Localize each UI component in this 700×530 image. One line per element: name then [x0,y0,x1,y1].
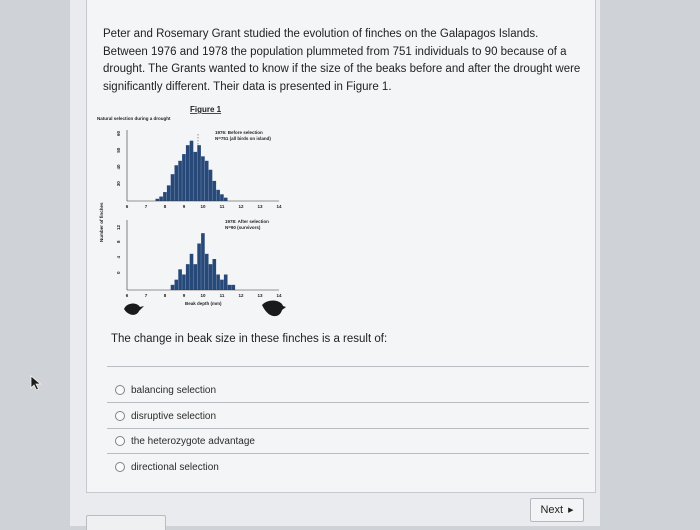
histogram-bar [228,285,232,290]
histogram-bar [186,264,190,290]
radio-button[interactable] [115,436,125,446]
radio-button[interactable] [115,411,125,421]
histogram-bar [213,181,217,201]
page-background [70,0,600,526]
y-tick-label: 4 [116,256,121,259]
question-card [86,0,596,493]
figure-subtitle: Natural selection during a drought [97,116,171,121]
question-intro: Peter and Rosemary Grant studied the evolution of finches on the Galapagos Islands. Between 1976 and 1978 the population plummeted from 751 individuals to 90 because of a drought. The Grants wanted to know if the size of the beaks before and after the drought were significantly different. Their data is presented in Figure 1. [103,28,581,93]
top-histogram [156,141,228,201]
panel-top-label-1: 1976: Before selection [215,130,263,135]
large-beak-bird-icon [262,301,286,317]
histogram-bar [194,152,198,201]
y-tick-label: 0 [116,271,121,275]
histogram-bar [197,244,201,291]
histogram-bar [205,161,209,201]
x-tick-label: 7 [144,204,148,209]
histogram-bar [186,145,190,201]
histogram-bar [216,275,220,291]
next-button[interactable] [530,498,584,522]
top-y-ticks [116,131,121,187]
option-label: disruptive selection [131,410,217,422]
x-tick-label: 10 [200,293,206,298]
panel-bottom-label-2: N=90 (survivors) [225,225,261,230]
x-tick-label: 14 [276,293,282,298]
histogram-bar [220,280,224,290]
y-tick-label: 50 [116,147,121,153]
x-tick-label: 6 [125,293,129,298]
panel-top-label-2: N=751 (all birds on island) [215,136,271,141]
histogram-bar [175,280,179,290]
histogram-bar [224,275,228,291]
y-tick-label: 60 [116,131,121,137]
histogram-bar [220,194,224,201]
x-tick-label: 12 [238,204,244,209]
histogram-bar [167,185,171,201]
option-separator [107,453,589,454]
x-tick-label: 7 [144,293,148,298]
histogram-bar [171,174,175,201]
histogram-bar [159,197,163,201]
histogram-bar [216,190,220,201]
option-separator [107,428,589,429]
next-label: Next [540,504,564,516]
histogram-bar [201,156,205,201]
bottom-tab[interactable] [86,515,166,530]
y-tick-label: 12 [116,225,121,231]
x-tick-label: 14 [276,204,282,209]
option-label: the heterozygote advantage [131,435,255,447]
histogram-bar [171,285,175,290]
option-balancing-selection[interactable] [115,382,216,398]
histogram-bar [190,141,194,201]
histogram-bar [213,259,217,290]
panel-bottom-label-1: 1978: After selection [225,219,269,224]
histogram-bar [205,254,209,290]
radio-button[interactable] [115,462,125,472]
histogram-bar [232,285,236,290]
histogram-bar [190,254,194,290]
histogram-bar [201,233,205,290]
histogram-bar [209,264,213,290]
x-tick-label: 12 [238,293,244,298]
histogram-bar [156,199,160,201]
option-label: directional selection [131,461,219,473]
bottom-x-ticks [126,293,282,298]
x-tick-label: 13 [257,204,263,209]
option-separator [107,366,589,367]
x-tick-label: 6 [125,204,129,209]
option-heterozygote-advantage[interactable] [115,433,255,449]
y-tick-label: 8 [116,240,121,244]
histogram-bar [163,192,167,201]
histogram-bar [224,198,228,201]
bottom-histogram [171,233,235,290]
y-tick-label: 40 [116,164,121,170]
x-tick-label: 8 [163,204,167,209]
mouse-cursor-icon [30,375,44,391]
option-disruptive-selection[interactable] [115,408,216,424]
x-tick-label: 8 [163,293,167,298]
figure-y-label: Number of finches [99,202,104,242]
question-prompt: The change in beak size in these finches is a result of: [111,333,388,345]
figure-1 [87,102,287,324]
histogram-bar [175,165,179,201]
small-beak-bird-icon [124,303,144,314]
y-tick-label: 30 [116,181,121,187]
histogram-bar [194,264,198,290]
histogram-bar [182,275,186,291]
play-arrow-icon: ▶ [568,507,574,514]
x-tick-label: 11 [219,204,225,209]
bottom-y-ticks [116,225,121,275]
figure-x-label: Beak depth (mm) [185,301,222,306]
option-label: balancing selection [131,384,217,396]
x-tick-label: 13 [257,293,263,298]
x-tick-label: 9 [182,204,186,209]
histogram-bar [178,269,182,290]
x-tick-label: 10 [200,204,206,209]
x-tick-label: 9 [182,293,186,298]
option-separator [107,402,589,403]
option-directional-selection[interactable] [115,459,219,475]
histogram-bar [178,161,182,201]
histogram-bar [209,170,213,201]
x-tick-label: 11 [219,293,225,298]
radio-button[interactable] [115,385,125,395]
histogram-bar [182,154,186,201]
figure-title: Figure 1 [190,105,222,114]
top-x-ticks [126,204,282,209]
